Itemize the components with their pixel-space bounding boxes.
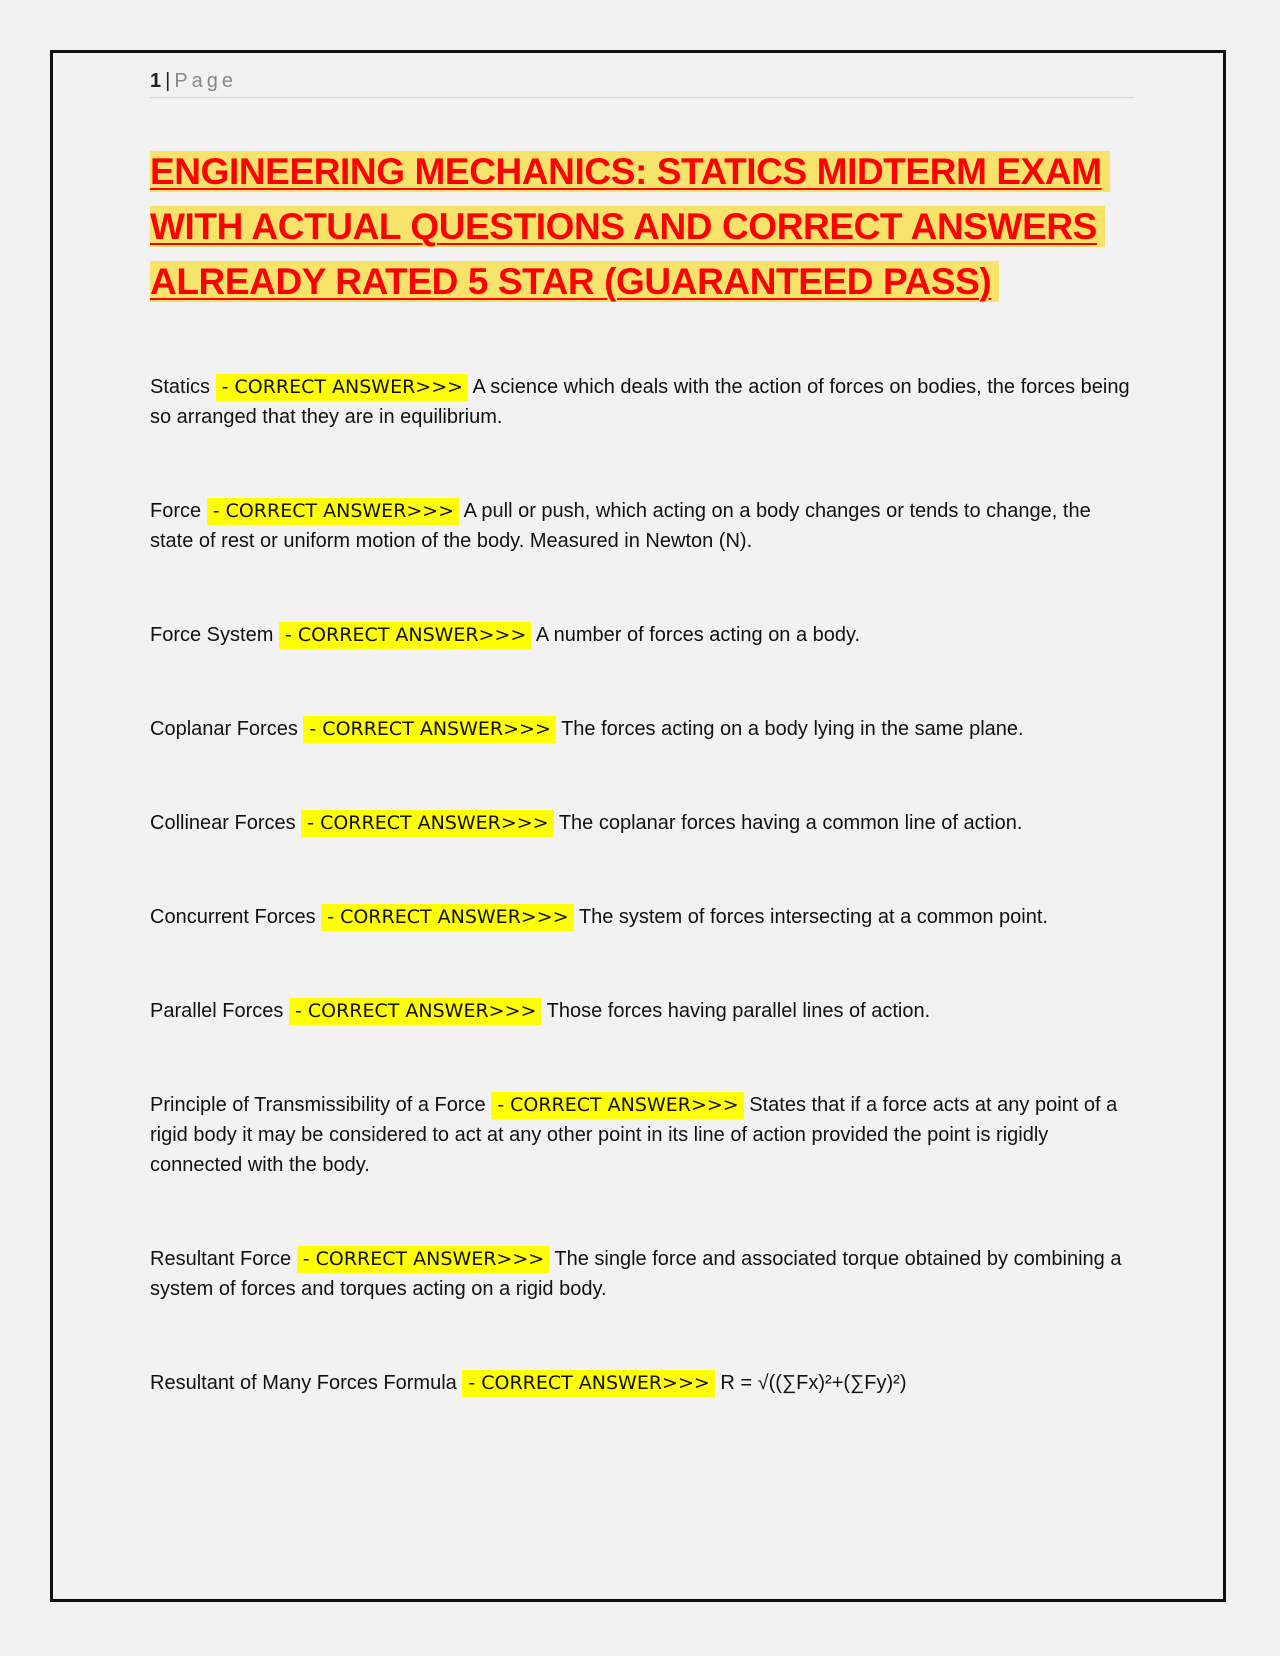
- qa-term: Collinear Forces: [150, 812, 296, 834]
- page-header: [150, 70, 1134, 98]
- qa-term: Coplanar Forces: [150, 718, 298, 740]
- qa-answer: The forces acting on a body lying in the same plane.: [561, 718, 1024, 740]
- qa-answer: A number of forces acting on a body.: [535, 624, 861, 646]
- qa-item-parallel-forces: [150, 996, 1134, 1026]
- answer-marker: - CORRECT ANSWER>>>: [279, 622, 531, 649]
- qa-term: Resultant of Many Forces Formula: [150, 1372, 457, 1394]
- qa-term: Force System: [150, 624, 274, 646]
- title-line-1: ENGINEERING MECHANICS: STATICS MIDTERM EXAM: [150, 144, 1134, 199]
- qa-term: Concurrent Forces: [150, 906, 316, 928]
- qa-item-statics: [150, 372, 1134, 432]
- qa-item-transmissibility: [150, 1090, 1134, 1180]
- title-line-2: WITH ACTUAL QUESTIONS AND CORRECT ANSWERS: [150, 199, 1134, 254]
- answer-marker: - CORRECT ANSWER>>>: [207, 498, 459, 525]
- qa-item-coplanar-forces: [150, 714, 1134, 744]
- qa-item-resultant-force: [150, 1244, 1134, 1304]
- qa-item-resultant-formula: [150, 1368, 1134, 1398]
- answer-marker: - CORRECT ANSWER>>>: [303, 716, 555, 743]
- qa-item-collinear-forces: [150, 808, 1134, 838]
- page-number: 1: [150, 70, 163, 92]
- answer-marker: - CORRECT ANSWER>>>: [297, 1246, 549, 1273]
- qa-term: Parallel Forces: [150, 1000, 284, 1022]
- qa-answer: A pull or push, which acting on a body changes or tends to change, the state of rest or uniform motion of the body. Measured in Newton (N).: [150, 500, 1091, 552]
- qa-answer: The coplanar forces having a common line of action.: [558, 812, 1023, 834]
- qa-answer: The single force and associated torque obtained by combining a system of forces and torques acting on a rigid body.: [150, 1248, 1122, 1300]
- qa-answer: States that if a force acts at any point of a rigid body it may be considered to act at any other point in its line of action provided the point is rigidly connected with the body.: [150, 1094, 1118, 1176]
- qa-list: [150, 372, 1134, 1398]
- answer-marker: - CORRECT ANSWER>>>: [216, 374, 468, 401]
- qa-item-concurrent-forces: [150, 902, 1134, 932]
- qa-answer: The system of forces intersecting at a common point.: [578, 906, 1048, 928]
- answer-marker: - CORRECT ANSWER>>>: [321, 904, 573, 931]
- answer-marker: - CORRECT ANSWER>>>: [289, 998, 541, 1025]
- page-separator: |: [165, 70, 172, 92]
- qa-answer: R = √((∑Fx)²+(∑Fy)²): [720, 1372, 907, 1394]
- title-line-3: ALREADY RATED 5 STAR (GUARANTEED PASS): [150, 254, 1134, 309]
- qa-term: Statics: [150, 376, 211, 398]
- qa-answer: A science which deals with the action of forces on bodies, the forces being so arranged that they are in equilibrium.: [150, 376, 1130, 428]
- qa-answer: Those forces having parallel lines of action.: [546, 1000, 931, 1022]
- qa-item-force-system: [150, 620, 1134, 650]
- qa-term: Resultant Force: [150, 1248, 292, 1270]
- qa-item-force: [150, 496, 1134, 556]
- document-page: [150, 70, 1134, 1398]
- answer-marker: - CORRECT ANSWER>>>: [491, 1092, 743, 1119]
- answer-marker: - CORRECT ANSWER>>>: [462, 1370, 714, 1397]
- qa-term: Force: [150, 500, 202, 522]
- page-label: Page: [174, 70, 238, 92]
- document-title: [150, 144, 1134, 309]
- qa-term: Principle of Transmissibility of a Force: [150, 1094, 486, 1116]
- answer-marker: - CORRECT ANSWER>>>: [301, 810, 553, 837]
